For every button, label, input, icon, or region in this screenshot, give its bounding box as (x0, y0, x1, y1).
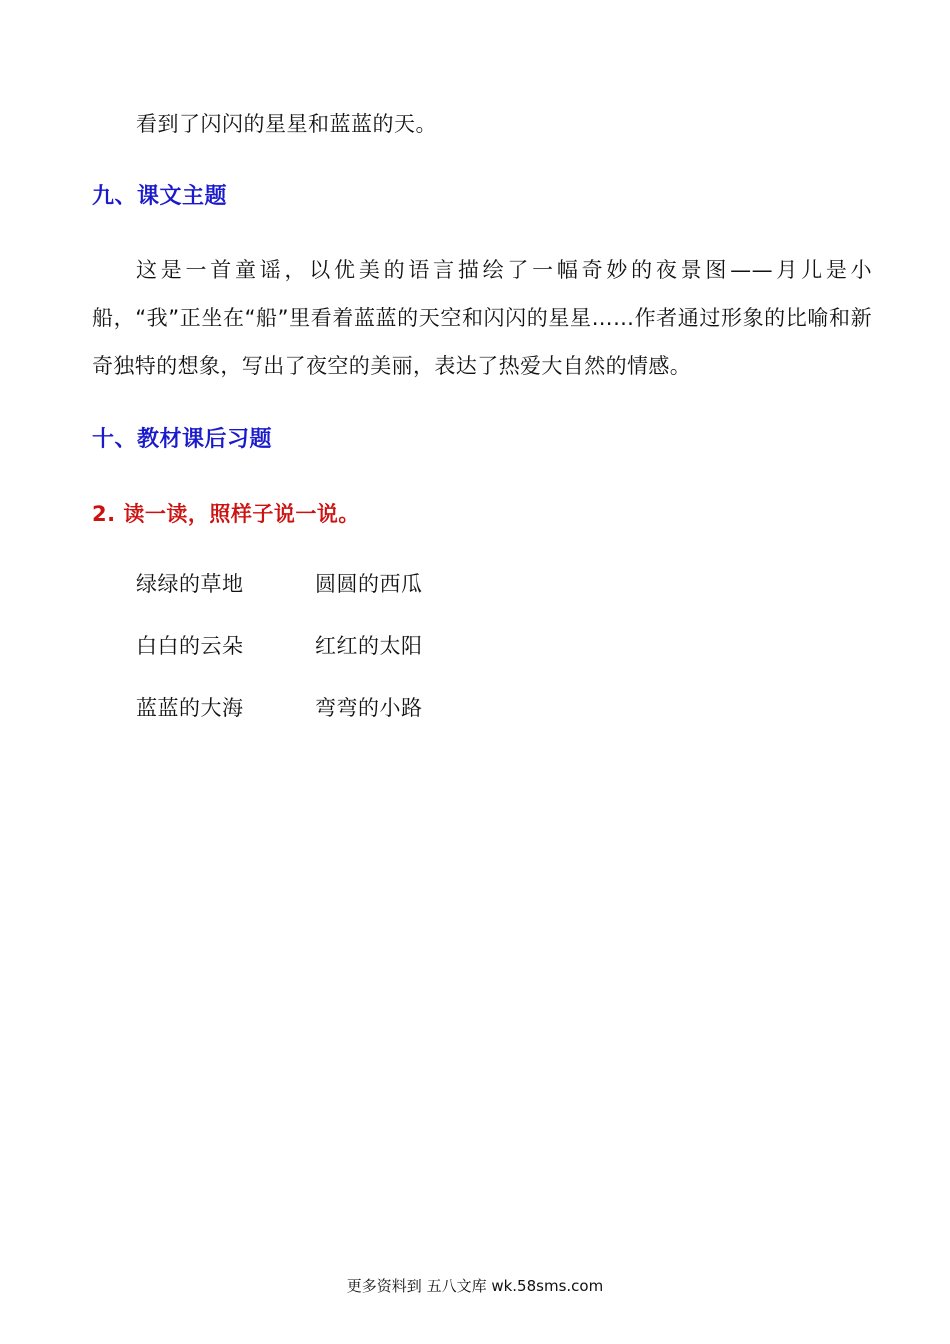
section-9-paragraph: 这是一首童谣，以优美的语言描绘了一幅奇妙的夜景图——月儿是小船，“我”正坐在“船”里看着蓝蓝的天空和闪闪的星星……作者通过形象的比喻和新奇独特的想象，写出了夜空的美丽，表达了热爱大自然的情感。 (92, 258, 872, 378)
section-10-heading: 十、教材课后习题 (92, 427, 273, 452)
continued-text-line: 看到了闪闪的星星和蓝蓝的天。 (136, 112, 437, 136)
phrase-row (136, 690, 423, 752)
phrase-item: 圆圆的西瓜 (315, 572, 423, 596)
phrase-grid (136, 566, 423, 752)
phrase-item: 弯弯的小路 (315, 696, 423, 720)
phrase-item: 红红的太阳 (315, 634, 423, 658)
phrase-item: 绿绿的草地 (136, 572, 244, 596)
exercise-title: 2. 读一读，照样子说一说。 (92, 502, 360, 526)
footer-text: 更多资料到 五八文库 wk.58sms.com (346, 1277, 604, 1295)
phrase-row (136, 628, 423, 690)
phrase-row (136, 566, 423, 628)
section-9-heading: 九、课文主题 (92, 184, 228, 209)
phrase-item: 白白的云朵 (136, 634, 244, 658)
phrase-item: 蓝蓝的大海 (136, 696, 244, 720)
